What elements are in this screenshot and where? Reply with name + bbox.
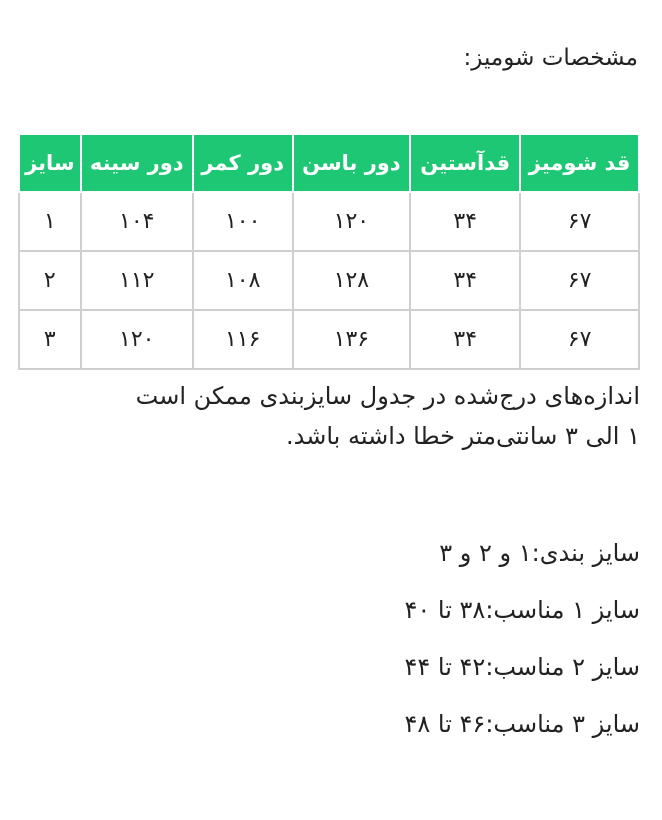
size-2-fit: سایز ۲ مناسب:۴۲ تا ۴۴ [404, 653, 640, 681]
header-height: قد شومیز [520, 134, 639, 192]
sizing-range: سایز بندی:۱ و ۲ و ۳ [439, 539, 640, 567]
table-row [19, 251, 639, 310]
spec-heading: مشخصات شومیز: [463, 45, 638, 71]
cell-waist: ۱۱۶ [193, 310, 293, 369]
table-row [19, 310, 639, 369]
cell-hip: ۱۲۰ [293, 192, 411, 251]
cell-sleeve: ۳۴ [410, 251, 520, 310]
table-header-row [19, 134, 639, 192]
cell-waist: ۱۰۸ [193, 251, 293, 310]
header-waist: دور کمر [193, 134, 293, 192]
cell-height: ۶۷ [520, 251, 639, 310]
header-size: سایز [19, 134, 81, 192]
cell-sleeve: ۳۴ [410, 192, 520, 251]
header-hip: دور باسن [293, 134, 411, 192]
size-3-fit: سایز ۳ مناسب:۴۶ تا ۴۸ [404, 710, 640, 738]
cell-hip: ۱۳۶ [293, 310, 411, 369]
table-divider [18, 368, 640, 370]
table-row [19, 192, 639, 251]
cell-chest: ۱۰۴ [81, 192, 193, 251]
cell-chest: ۱۲۰ [81, 310, 193, 369]
header-chest: دور سینه [81, 134, 193, 192]
cell-size: ۳ [19, 310, 81, 369]
cell-height: ۶۷ [520, 310, 639, 369]
cell-size: ۱ [19, 192, 81, 251]
note-line-1: اندازه‌های درج‌شده در جدول سایزبندی ممکن است [135, 382, 640, 410]
size-chart-table [18, 133, 640, 370]
cell-sleeve: ۳۴ [410, 310, 520, 369]
measurement-note [20, 376, 640, 456]
header-sleeve: قدآستین [410, 134, 520, 192]
size-1-fit: سایز ۱ مناسب:۳۸ تا ۴۰ [404, 596, 640, 624]
cell-height: ۶۷ [520, 192, 639, 251]
note-line-2: ۱ الی ۳ سانتی‌متر خطا داشته باشد. [286, 422, 640, 450]
cell-chest: ۱۱۲ [81, 251, 193, 310]
cell-size: ۲ [19, 251, 81, 310]
cell-hip: ۱۲۸ [293, 251, 411, 310]
cell-waist: ۱۰۰ [193, 192, 293, 251]
